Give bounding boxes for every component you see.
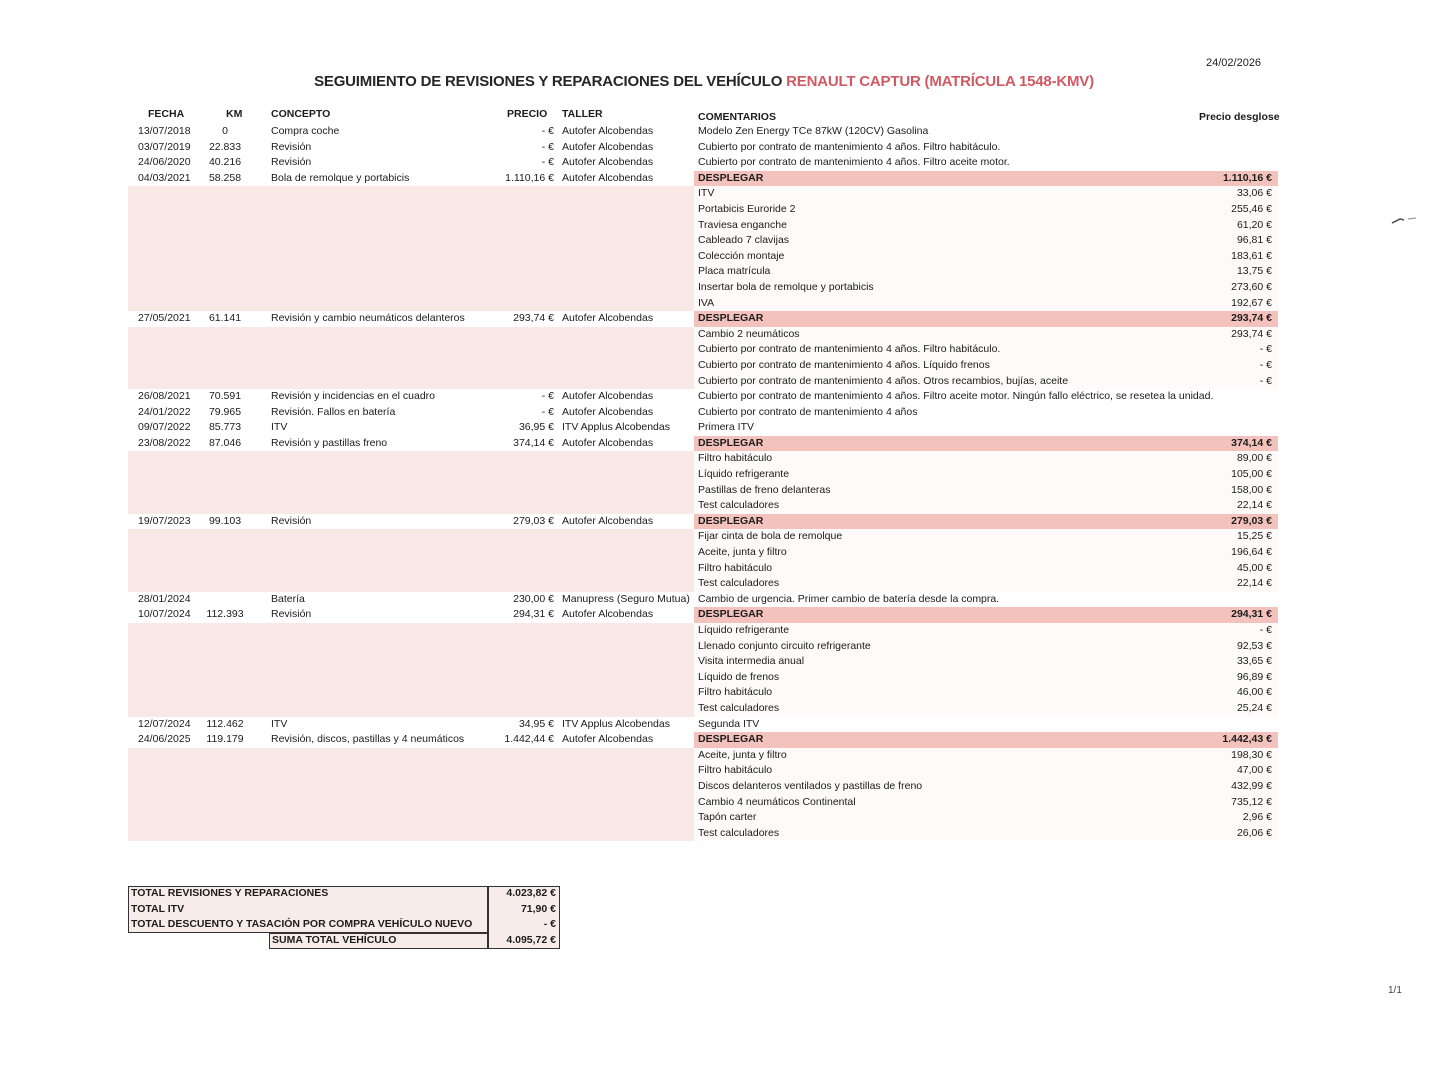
cell-taller: Autofer Alcobendas [562, 436, 654, 449]
title-main: SEGUIMIENTO DE REVISIONES Y REPARACIONES DEL VEHÍCULO [314, 73, 783, 90]
cell-precio-desglose: 192,67 € [1231, 296, 1272, 309]
cell-concepto: Revisión y cambio neumáticos delanteros [271, 312, 465, 325]
comment-cell [694, 155, 1278, 171]
header-taller: TALLER [562, 108, 603, 120]
cell-concepto: Revisión. Fallos en batería [271, 405, 396, 418]
cell-taller: Autofer Alcobendas [562, 171, 654, 184]
detail-row [128, 826, 1278, 842]
detail-row [128, 639, 1278, 655]
summary-label: TOTAL ITV [128, 902, 488, 918]
cell-concepto: Revisión y pastillas freno [271, 436, 388, 449]
detail-row [128, 654, 1278, 670]
table-row [128, 732, 1278, 748]
cell-taller: ITV Applus Alcobendas [562, 421, 670, 434]
comment-cell [694, 576, 1278, 592]
cell-km: 58.258 [208, 171, 242, 184]
cell-comentario: Discos delanteros ventilados y pastillas de freno [698, 779, 923, 792]
cell-comentario: DESPLEGAR [698, 514, 764, 527]
cell-comentario: DESPLEGAR [698, 608, 764, 621]
detail-row [128, 374, 1278, 390]
comment-cell [694, 763, 1278, 779]
cell-km: 112.393 [206, 608, 244, 621]
cell-comentario: Cubierto por contrato de mantenimiento 4 años. Otros recambios, bujías, aceite [698, 374, 1069, 387]
cell-precio-desglose: 96,81 € [1236, 234, 1272, 247]
cell-precio-desglose: - € [1259, 358, 1272, 371]
comment-cell [694, 810, 1278, 826]
comment-cell [694, 358, 1278, 374]
detail-row [128, 483, 1278, 499]
cell-comentario: DESPLEGAR [698, 436, 764, 449]
cell-precio-desglose: 22,14 € [1236, 577, 1272, 590]
cell-precio-desglose: 22,14 € [1236, 499, 1272, 512]
cell-km: 22.833 [208, 140, 242, 153]
cell-comentario: Cubierto por contrato de mantenimiento 4 años. Filtro habitáculo. [698, 343, 1001, 356]
table-row [128, 405, 1278, 421]
comment-cell [694, 420, 1278, 436]
cell-concepto: Compra coche [271, 125, 340, 137]
cell-comentario: Modelo Zen Energy TCe 87kW (120CV) Gasolina [698, 125, 929, 137]
desplegar-row[interactable] [694, 436, 1278, 452]
cell-taller: ITV Applus Alcobendas [562, 717, 670, 730]
cell-precio: 1.442,44 € [504, 733, 554, 746]
table-row [128, 514, 1278, 530]
cell-comentario: Cubierto por contrato de mantenimiento 4 años. Filtro aceite motor. Ningún fallo eléctrico, se resetea la unidad. [698, 390, 1214, 403]
cell-precio: 34,95 € [518, 717, 554, 730]
cell-comentario: Pastillas de freno delanteras [698, 483, 831, 496]
table-row [128, 717, 1278, 733]
cell-comentario: Placa matrícula [698, 265, 771, 278]
cell-precio-desglose: 46,00 € [1236, 686, 1272, 699]
table-row [128, 311, 1278, 327]
cell-precio: 279,03 € [513, 514, 554, 527]
cell-comentario: Test calculadores [698, 701, 780, 714]
cell-precio-desglose: 47,00 € [1236, 764, 1272, 777]
cell-taller: Autofer Alcobendas [562, 312, 654, 325]
cell-comentario: DESPLEGAR [698, 733, 764, 746]
comment-cell [694, 342, 1278, 358]
cell-concepto: Revisión, discos, pastillas y 4 neumáticos [271, 733, 465, 746]
cell-comentario: Cubierto por contrato de mantenimiento 4 años. Líquido frenos [698, 358, 990, 371]
cell-precio-desglose: 183,61 € [1231, 249, 1272, 262]
comment-cell [694, 483, 1278, 499]
cell-precio-desglose: - € [1259, 343, 1272, 356]
cell-km: 119.179 [206, 733, 244, 746]
comment-cell [694, 249, 1278, 265]
cell-precio-desglose: 13,75 € [1236, 265, 1272, 278]
cell-comentario: Aceite, junta y filtro [698, 748, 787, 761]
detail-row [128, 810, 1278, 826]
cell-comentario: DESPLEGAR [698, 312, 764, 325]
detail-row [128, 545, 1278, 561]
cell-fecha: 23/08/2022 [138, 436, 191, 449]
table-row [128, 592, 1278, 608]
comment-cell [694, 405, 1278, 421]
cell-fecha: 24/06/2025 [138, 733, 191, 746]
cell-precio-desglose: 92,53 € [1236, 639, 1272, 652]
cell-comentario: Líquido refrigerante [698, 624, 790, 636]
comment-cell [694, 233, 1278, 249]
cell-concepto: Revisión [271, 608, 312, 621]
cell-fecha: 24/06/2020 [138, 156, 191, 169]
detail-row [128, 358, 1278, 374]
cell-precio-desglose: 273,60 € [1231, 280, 1272, 293]
detail-row [128, 795, 1278, 811]
summary-label: TOTAL DESCUENTO Y TASACIÓN POR COMPRA VEHÍCULO NUEVO [128, 917, 488, 933]
detail-row [128, 280, 1278, 296]
cell-comentario: Cubierto por contrato de mantenimiento 4 años. Filtro aceite motor. [698, 156, 1010, 169]
suma-total-label: SUMA TOTAL VEHÍCULO [269, 933, 488, 949]
comment-cell [694, 717, 1278, 733]
detail-row [128, 529, 1278, 545]
comment-cell [694, 685, 1278, 701]
page-number: 1/1 [1388, 985, 1402, 996]
cell-concepto: Batería [271, 592, 305, 605]
detail-row [128, 233, 1278, 249]
cell-precio-desglose: 61,20 € [1236, 218, 1272, 231]
cell-fecha: 27/05/2021 [138, 312, 191, 325]
cell-comentario: Tapón carter [698, 811, 757, 824]
cell-comentario: Insertar bola de remolque y portabicis [698, 280, 874, 293]
cell-precio-desglose: 293,74 € [1231, 312, 1272, 325]
cell-km: 87.046 [208, 436, 242, 449]
cell-precio-desglose: 1.110,16 € [1222, 171, 1272, 184]
cell-precio-desglose: 45,00 € [1236, 561, 1272, 574]
cell-precio: 1.110,16 € [505, 171, 554, 184]
detail-row [128, 748, 1278, 764]
cell-precio-desglose: 294,31 € [1231, 608, 1272, 621]
cell-precio-desglose: 25,24 € [1236, 701, 1272, 714]
cell-taller: Autofer Alcobendas [562, 125, 654, 137]
desplegar-row[interactable] [694, 514, 1278, 530]
table-row [128, 420, 1278, 436]
cell-precio-desglose: 105,00 € [1231, 468, 1272, 481]
cell-precio-desglose: 89,00 € [1236, 452, 1272, 465]
cell-comentario: Cambio 2 neumáticos [698, 327, 800, 340]
comment-cell [694, 701, 1278, 717]
cell-precio-desglose: - € [1259, 624, 1272, 636]
cell-comentario: IVA [698, 296, 715, 309]
cell-precio-desglose: 26,06 € [1236, 826, 1272, 839]
cell-comentario: Cubierto por contrato de mantenimiento 4 años [698, 405, 918, 418]
desplegar-row[interactable] [694, 607, 1278, 623]
cell-km: 61.141 [208, 312, 242, 325]
detail-row [128, 498, 1278, 514]
cell-precio-desglose: 2,96 € [1242, 811, 1272, 824]
detail-row [128, 327, 1278, 343]
table-header [0, 108, 1440, 124]
header-precio-desglose: Precio desglose [1199, 111, 1280, 123]
comment-cell [694, 826, 1278, 842]
comment-cell [694, 218, 1278, 234]
cell-precio: 230,00 € [513, 592, 554, 605]
comment-cell [694, 389, 1278, 405]
cell-fecha: 13/07/2018 [138, 125, 191, 137]
cell-km: 70.591 [208, 390, 242, 403]
header-precio: PRECIO [507, 108, 548, 120]
table-row [128, 389, 1278, 405]
header-concepto: CONCEPTO [271, 108, 331, 120]
detail-row [128, 296, 1278, 312]
header-comentarios: COMENTARIOS [698, 111, 776, 123]
cell-precio: - € [541, 125, 554, 137]
desplegar-row[interactable] [694, 311, 1278, 327]
table-row [128, 171, 1278, 187]
title-vehicle: RENAULT CAPTUR (MATRÍCULA 1548-KMV) [786, 73, 1094, 90]
cell-precio-desglose: 33,65 € [1236, 655, 1272, 668]
cell-km: 0 [222, 125, 228, 137]
cell-precio: - € [541, 140, 554, 153]
cell-taller: Autofer Alcobendas [562, 608, 654, 621]
detail-row [128, 218, 1278, 234]
print-date: 24/02/2026 [1206, 57, 1262, 69]
comment-cell [694, 498, 1278, 514]
cell-taller: Autofer Alcobendas [562, 140, 654, 153]
cell-km: 112.462 [206, 717, 244, 730]
cell-km: 99.103 [208, 514, 242, 527]
comment-cell [694, 327, 1278, 343]
cell-taller: Autofer Alcobendas [562, 514, 654, 527]
detail-row [128, 779, 1278, 795]
cell-comentario: Cubierto por contrato de mantenimiento 4 años. Filtro habitáculo. [698, 140, 1001, 153]
comment-cell [694, 202, 1278, 218]
cell-comentario: Líquido refrigerante [698, 468, 790, 481]
cell-comentario: Filtro habitáculo [698, 764, 773, 777]
detail-row [128, 701, 1278, 717]
cell-fecha: 03/07/2019 [138, 140, 191, 153]
summary-label: TOTAL REVISIONES Y REPARACIONES [128, 886, 488, 902]
cell-comentario: Fijar cinta de bola de remolque [698, 530, 843, 543]
summary-value: 4.023,82 € [488, 886, 560, 902]
comment-cell [694, 639, 1278, 655]
detail-row [128, 186, 1278, 202]
cell-comentario: Filtro habitáculo [698, 561, 773, 574]
comment-cell [694, 670, 1278, 686]
summary-total-border [269, 933, 488, 949]
cell-precio-desglose: 1.442,43 € [1222, 733, 1272, 746]
summary-border [128, 886, 488, 933]
header-km: KM [226, 108, 243, 120]
cell-comentario: Líquido de frenos [698, 670, 780, 683]
cell-precio-desglose: 255,46 € [1231, 202, 1272, 215]
table-row [128, 155, 1278, 171]
cell-fecha: 12/07/2024 [138, 717, 191, 730]
desplegar-row[interactable] [694, 732, 1278, 748]
cell-precio: 293,74 € [513, 312, 554, 325]
cell-precio: - € [541, 405, 554, 418]
cell-comentario: ITV [698, 187, 715, 200]
cell-concepto: Bola de remolque y portabicis [271, 171, 410, 184]
comment-cell [694, 545, 1278, 561]
detail-row [128, 249, 1278, 265]
table-row [128, 607, 1278, 623]
cell-fecha: 04/03/2021 [138, 171, 191, 184]
detail-row [128, 576, 1278, 592]
cell-comentario: Filtro habitáculo [698, 686, 773, 699]
page-title [0, 73, 1408, 90]
cell-precio: - € [541, 390, 554, 403]
summary-value: 71,90 € [488, 902, 560, 918]
cell-comentario: Aceite, junta y filtro [698, 546, 787, 559]
comment-cell [694, 124, 1278, 140]
cell-taller: Autofer Alcobendas [562, 390, 654, 403]
comment-cell [694, 467, 1278, 483]
cell-fecha: 26/08/2021 [138, 390, 191, 403]
detail-row [128, 342, 1278, 358]
cell-taller: Autofer Alcobendas [562, 405, 654, 418]
cell-precio-desglose: 15,25 € [1236, 530, 1272, 543]
comment-cell [694, 140, 1278, 156]
cell-comentario: Test calculadores [698, 499, 780, 512]
cell-taller: Manupress (Seguro Mutua) [562, 592, 690, 605]
suma-total-value: 4.095,72 € [488, 933, 560, 949]
cell-comentario: Portabicis Euroride 2 [698, 202, 796, 215]
cell-concepto: Revisión [271, 514, 312, 527]
comment-cell [694, 795, 1278, 811]
detail-row [128, 264, 1278, 280]
cell-fecha: 24/01/2022 [138, 405, 191, 418]
table-row [128, 436, 1278, 452]
cell-comentario: Filtro habitáculo [698, 452, 773, 465]
cell-concepto: ITV [271, 421, 288, 434]
cell-precio-desglose: - € [1259, 374, 1272, 387]
detail-row [128, 202, 1278, 218]
pen-mark-icon [1390, 214, 1420, 226]
cell-comentario: Llenado conjunto circuito refrigerante [698, 639, 871, 652]
cell-precio-desglose: 279,03 € [1231, 514, 1272, 527]
comment-cell [694, 592, 1278, 608]
cell-precio-desglose: 293,74 € [1231, 327, 1272, 340]
cell-comentario: Traviesa enganche [698, 218, 787, 231]
cell-concepto: ITV [271, 717, 288, 730]
comment-cell [694, 561, 1278, 577]
comment-cell [694, 451, 1278, 467]
comment-cell [694, 654, 1278, 670]
detail-row [128, 467, 1278, 483]
cell-km: 85.773 [208, 421, 242, 434]
detail-row [128, 763, 1278, 779]
cell-fecha: 28/01/2024 [138, 592, 191, 605]
cell-fecha: 09/07/2022 [138, 421, 191, 434]
cell-precio-desglose: 198,30 € [1231, 748, 1272, 761]
comment-cell [694, 264, 1278, 280]
cell-fecha: 19/07/2023 [138, 514, 191, 527]
summary-value: - € [488, 917, 560, 933]
detail-row [128, 685, 1278, 701]
comment-cell [694, 186, 1278, 202]
cell-precio: 294,31 € [513, 608, 554, 621]
cell-comentario: Cambio 4 neumáticos Continental [698, 795, 856, 808]
table-row [128, 124, 1278, 140]
comment-cell [694, 623, 1278, 639]
comment-cell [694, 296, 1278, 312]
comment-cell [694, 748, 1278, 764]
detail-row [128, 561, 1278, 577]
cell-precio: 36,95 € [518, 421, 554, 434]
cell-fecha: 10/07/2024 [138, 608, 191, 621]
comment-cell [694, 280, 1278, 296]
cell-precio-desglose: 735,12 € [1231, 795, 1272, 808]
header-fecha: FECHA [148, 108, 185, 120]
cell-km: 79.965 [208, 405, 242, 418]
cell-comentario: Visita intermedia anual [698, 655, 805, 668]
cell-comentario: Test calculadores [698, 577, 780, 590]
cell-precio-desglose: 158,00 € [1231, 483, 1272, 496]
cell-concepto: Revisión [271, 140, 312, 153]
cell-comentario: Primera ITV [698, 421, 755, 434]
comment-cell [694, 374, 1278, 390]
cell-precio-desglose: 96,89 € [1236, 670, 1272, 683]
cell-concepto: Revisión [271, 156, 312, 169]
detail-row [128, 623, 1278, 639]
cell-precio-desglose: 432,99 € [1231, 779, 1272, 792]
cell-comentario: Colección montaje [698, 249, 785, 262]
cell-precio: 374,14 € [513, 436, 554, 449]
cell-precio-desglose: 374,14 € [1231, 436, 1272, 449]
cell-precio-desglose: 33,06 € [1236, 187, 1272, 200]
detail-row [128, 670, 1278, 686]
cell-taller: Autofer Alcobendas [562, 733, 654, 746]
cell-precio: - € [541, 156, 554, 169]
cell-taller: Autofer Alcobendas [562, 156, 654, 169]
cell-precio-desglose: 196,64 € [1231, 546, 1272, 559]
desplegar-row[interactable] [694, 171, 1278, 187]
cell-concepto: Revisión y incidencias en el cuadro [271, 390, 436, 403]
cell-km: 40.216 [208, 156, 242, 169]
table-row [128, 140, 1278, 156]
cell-comentario: DESPLEGAR [698, 171, 764, 184]
maintenance-table [128, 124, 1278, 841]
cell-comentario: Segunda ITV [698, 717, 760, 730]
cell-comentario: Test calculadores [698, 826, 780, 839]
detail-row [128, 451, 1278, 467]
comment-cell [694, 779, 1278, 795]
cell-comentario: Cambio de urgencia. Primer cambio de batería desde la compra. [698, 592, 1000, 605]
summary-values-border [488, 886, 560, 949]
comment-cell [694, 529, 1278, 545]
cell-comentario: Cableado 7 clavijas [698, 234, 790, 247]
